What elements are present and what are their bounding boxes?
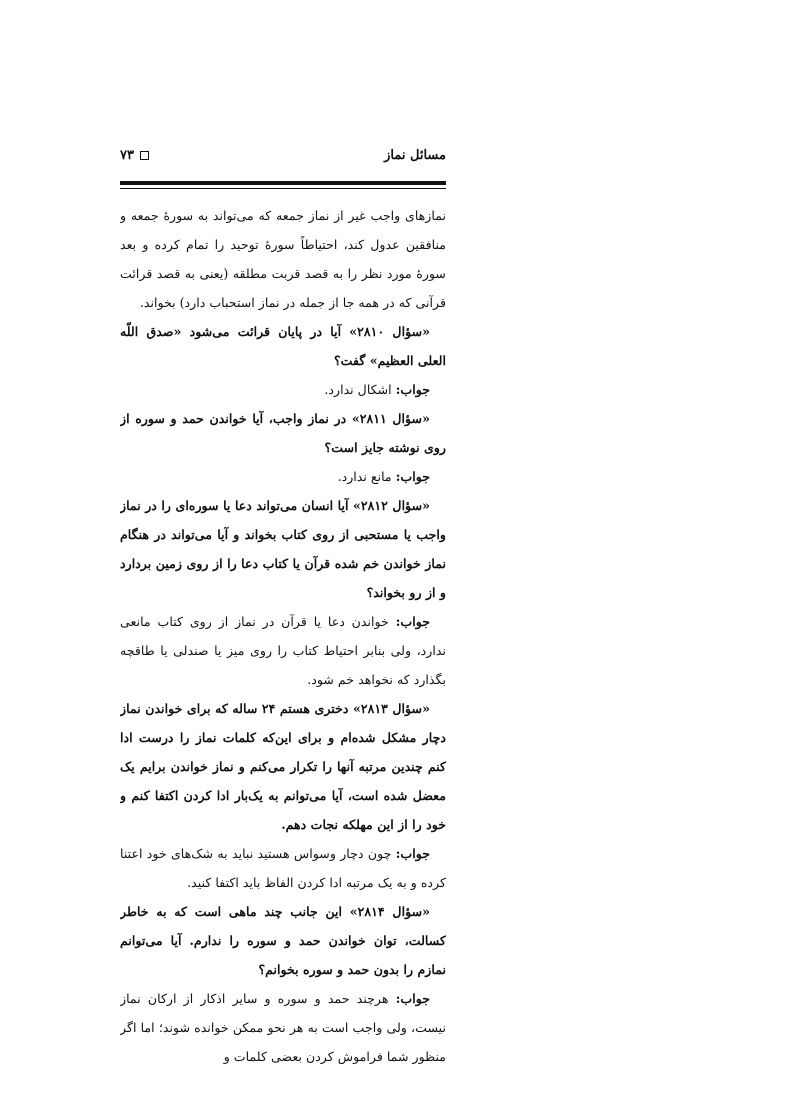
answer-text: هرچند حمد و سوره و سایر اذکار از ارکان نماز نیست، ولی واجب است به هر نحو ممکن خوانده شوند؛ اما اگر منظور شما فراموش کردن بعضی کلمات و (120, 991, 446, 1064)
answer-text: خواندن دعا یا قرآن در نماز از روی کتاب مانعی ندارد، ولی بنابر احتیاط کتاب را روی میز یا صندلی یا طاقچه بگذارد که نخواهد خم شود. (120, 614, 446, 687)
paragraph-intro: نمازهای واجب غیر از نماز جمعه که می‌تواند به سورهٔ جمعه و منافقین عدول کند، احتیاطاً سورهٔ توحید را تمام کرده و بعد سورهٔ مورد نظر را به قصد قربت مطلقه (یعنی به قصد قرائت قرآنی که در همه جا از جمله در نماز استحباب دارد) بخواند. (120, 208, 446, 310)
answer-2814 (120, 984, 446, 1071)
header-rule-thin (120, 188, 446, 189)
answer-2811 (120, 462, 446, 491)
running-header (120, 148, 446, 170)
answer-2812 (120, 607, 446, 694)
question-2813: «سؤال ۲۸۱۳» دختری هستم ۲۴ ساله که برای خواندن نماز دچار مشکل شده‌ام و برای این‌که کلمات نماز را درست ادا کنم چندین مرتبه آنها را تکرار می‌کنم و نماز خواندن برایم یک معضل شده است، آیا می‌توانم به یک‌بار ادا کردن اکتفا کنم و خود را از این مهلکه نجات دهم. (120, 701, 446, 832)
page-number-block (120, 148, 149, 163)
question-2810: «سؤال ۲۸۱۰» آیا در پایان قرائت می‌شود «صدق اللّه العلی العظیم» گفت؟ (120, 324, 446, 368)
header-title: مسائل نماز (384, 148, 446, 163)
answer-label: جواب: (395, 382, 430, 397)
answer-label: جواب: (395, 614, 430, 629)
page-number: ۷۳ (120, 148, 134, 163)
answer-label: جواب: (395, 991, 430, 1006)
header-rule-thick (120, 181, 446, 185)
question-2814: «سؤال ۲۸۱۴» این جانب چند ماهی است که به خاطر کسالت، توان خواندن حمد و سوره را ندارم. آیا می‌توانم نمازم را بدون حمد و سوره بخوانم؟ (120, 904, 446, 977)
answer-text: اشکال ندارد. (324, 382, 392, 397)
page-body (120, 201, 446, 1100)
answer-2813 (120, 839, 446, 897)
answer-2810 (120, 375, 446, 404)
question-2811: «سؤال ۲۸۱۱» در نماز واجب، آیا خواندن حمد و سوره از روی نوشته جایز است؟ (120, 411, 446, 455)
answer-label: جواب: (395, 469, 430, 484)
question-2812: «سؤال ۲۸۱۲» آیا انسان می‌تواند دعا یا سوره‌ای را در نماز واجب یا مستحبی از روی کتاب بخواند و آیا می‌تواند در هنگام نماز خواندن خم شده قرآن یا کتاب دعا را از روی زمین بردارد و از رو بخواند؟ (120, 498, 446, 600)
answer-label: جواب: (395, 846, 430, 861)
answer-text: چون دچار وسواس هستید نباید به شک‌های خود اعتنا کرده و به یک مرتبه ادا کردن الفاظ باید اکتفا کنید. (120, 846, 446, 890)
answer-text: مانع ندارد. (337, 469, 392, 484)
square-bullet-icon (140, 151, 149, 160)
